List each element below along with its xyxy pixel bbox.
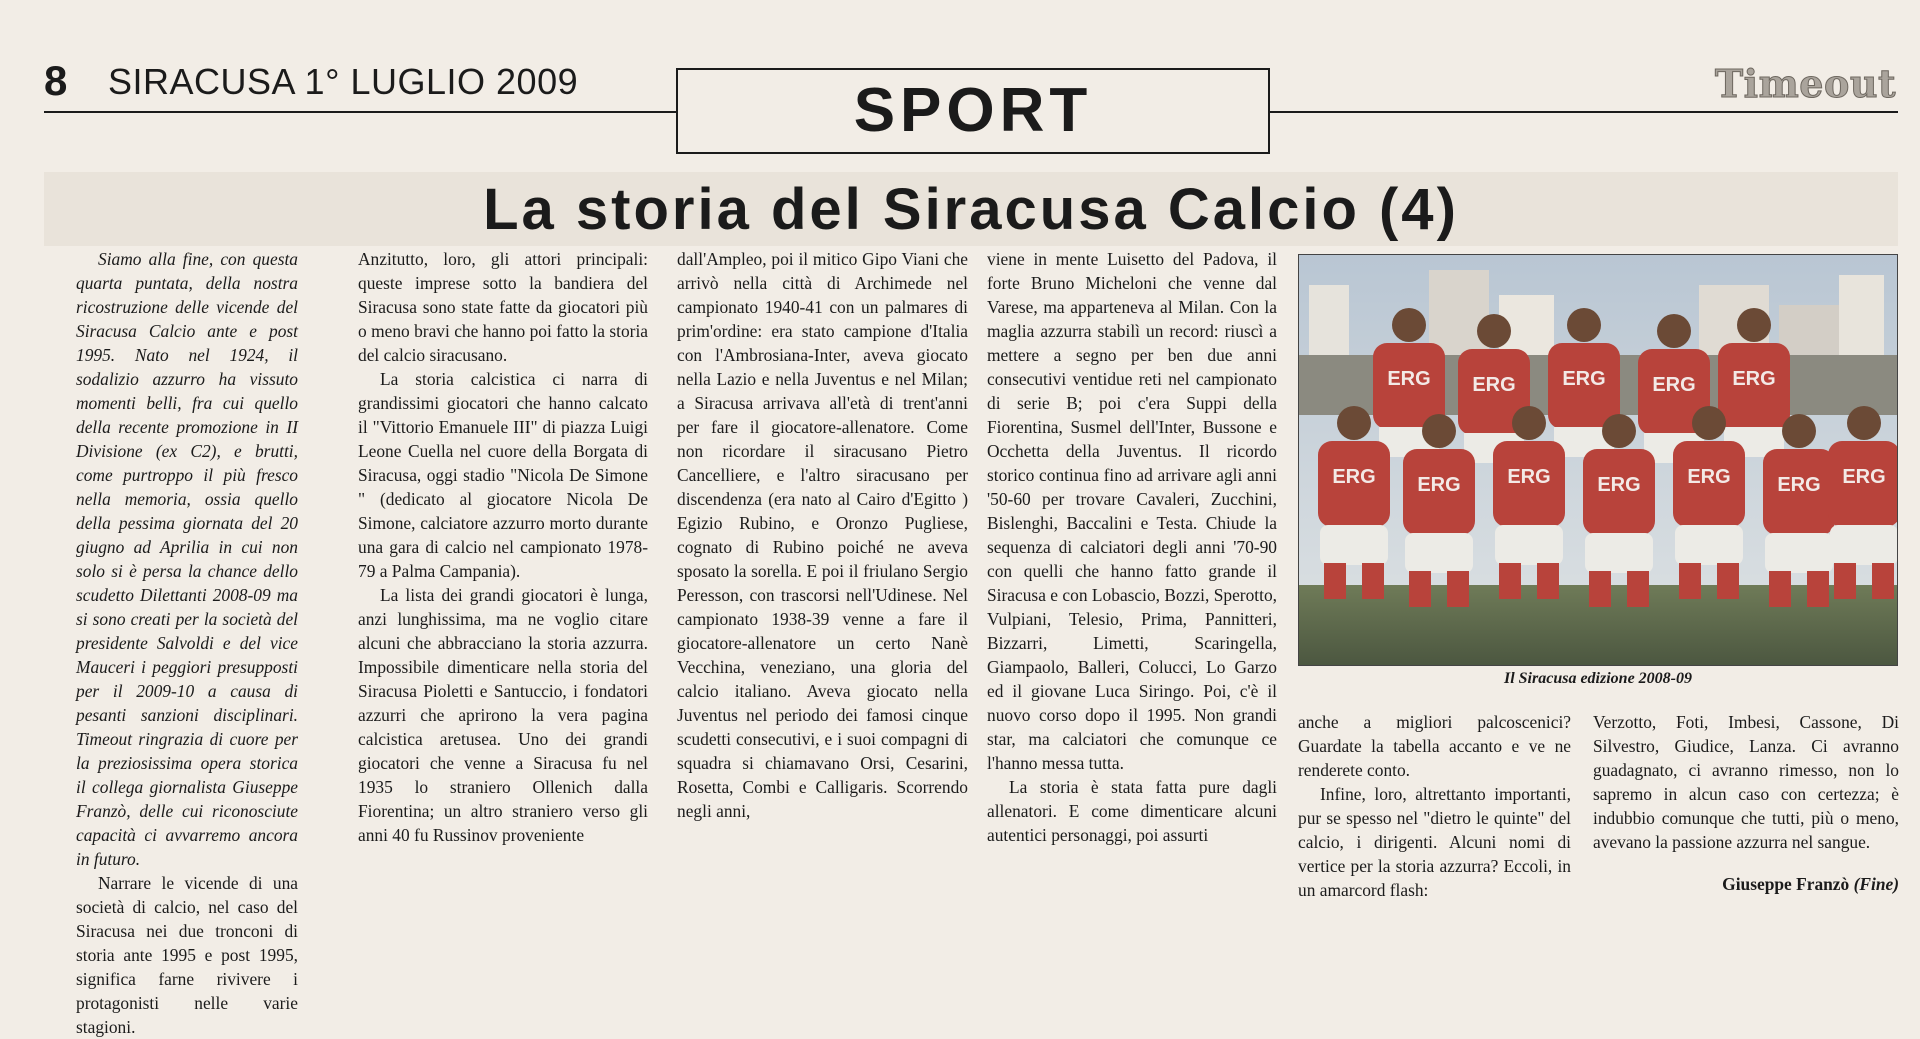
body-paragraph: Anzitutto, loro, gli attori principali: queste imprese sotto la bandiera del Siracusa sono state fatte da giocatori più o meno bravi che hanno poi fatto la storia del calcio siracusano. — [358, 249, 648, 365]
team-photo-illustration — [1299, 255, 1897, 665]
body-paragraph: anche a migliori palcoscenici? Guardate la tabella accanto e ve ne renderete conto. — [1298, 712, 1571, 780]
photo-caption: Il Siracusa edizione 2008-09 — [1503, 670, 1692, 687]
svg-text:ERG: ERG — [1507, 466, 1551, 488]
body-paragraph: Verzotto, Foti, Imbesi, Cassone, Di Silvestro, Giudice, Lanza. Ci avranno guadagnato, ci avranno rimesso, non lo sapremo in alcun caso con certezza; è indubbio comunque che tutti, più o meno, avevano la passione azzurra nel sangue. — [1593, 712, 1899, 852]
article-headline: La storia del Siracusa Calcio (4) — [483, 176, 1459, 242]
author-name: Giuseppe Franzò — [1722, 874, 1850, 894]
header-date: SIRACUSA 1° LUGLIO 2009 — [108, 61, 579, 102]
article-column-3 — [677, 247, 968, 823]
body-paragraph: Narrare le vicende di una società di calcio, nel caso del Siracusa nei due tronconi di storia ante 1995 e post 1995, significa farne rivivere i protagonisti nelle varie stagioni. — [76, 873, 298, 1037]
svg-text:ERG: ERG — [1732, 368, 1776, 390]
svg-text:ERG: ERG — [1842, 466, 1886, 488]
article-column-1 — [76, 247, 298, 1039]
article-column-5 — [1298, 710, 1571, 902]
svg-text:ERG: ERG — [1777, 474, 1821, 496]
article-column-6 — [1593, 710, 1899, 854]
svg-text:ERG: ERG — [1652, 374, 1696, 396]
article-column-4 — [987, 247, 1277, 847]
body-paragraph: viene in mente Luisetto del Padova, il forte Bruno Micheloni che venne dal Varese, ma apparteneva al Milan. Con la maglia azzurra stabilì un record: riuscì a mettere a segno per ben due anni consecutivi ventidue reti nel campionato di serie B; poi c'era Suppi della Fiorentina, Susmel dell'Inter, Bussone e Occhetta della Juventus. Il ricordo storico continua fino ad arrivare agli anni '50-60 per trovare Cavaleri, Zucchini, Bislenghi, Baccalini e Testa. Chiude la sequenza di calciatori degli anni '70-90 con quelli che hanno fatto grande il Siracusa e con Lobascio, Bozzi, Sperotto, Vulpiani, Telesio, Prima, Pannitteri, Bizzarri, Limetti, Scaringella, Giampaolo, Balleri, Colucci, Lo Garzo ed il giovane Luca Siringo. Poi, c'è il nuovo corso dopo il 1995. Non grandi star, ma calciatori che comunque ce l'hanno messa tutta. — [987, 249, 1277, 773]
body-paragraph: Infine, loro, altrettanto importanti, pur se spesso nel "dietro le quinte" del calcio, i dirigenti. Alcuni nomi di vertice per la storia azzurra? Eccoli, in un amarcord flash: — [1298, 784, 1571, 900]
header-rule-right — [1270, 111, 1898, 113]
body-paragraph: La lista dei grandi giocatori è lunga, anzi lunghissima, ma ne voglio citare alcuni che abbracciano la storia azzurra. Impossibile dimenticare nella storia del Siracusa Pioletti e Santuccio, i fondatori azzurri che aprirono la vera pagina calcistica aretusea. Uno dei grandi giocatori che venne a Siracusa fu nel 1935 lo straniero Ollenich dalla Fiorentina; un altro straniero verso gli anni 40 fu Russinov proveniente — [358, 585, 648, 845]
end-mark: (Fine) — [1853, 874, 1899, 894]
team-photo — [1298, 254, 1898, 666]
svg-text:ERG: ERG — [1597, 474, 1641, 496]
svg-text:ERG: ERG — [1562, 368, 1606, 390]
body-paragraph: La storia è stata fatta pure dagli allenatori. E come dimenticare alcuni autentici personaggi, poi assurti — [987, 777, 1277, 845]
page-number: 8 — [44, 57, 68, 104]
body-paragraph: La storia calcistica ci narra di grandissimi giocatori che hanno calcato il "Vittorio Emanuele III" di piazza Luigi Leone Cuella nel cuore della Borgata di Siracusa, oggi stadio "Nicola De Simone " (dedicato al giocatore Nicola De Simone, calciatore azzurro morto durante una gara di calcio nel campionato 1978-79 a Palma Campania). — [358, 369, 648, 581]
intro-paragraph: Siamo alla fine, con questa quarta puntata, della nostra ricostruzione delle vicende del Siracusa Calcio ante e post 1995. Nato nel 1924, il sodalizio azzurro ha vissuto momenti belli, fra cui quello della recente promozione in II Divisione (ex C2), e brutti, come purtroppo il più fresco nella memoria, ossia quello della pessima giornata del 20 giugno ad Aprilia in cui non solo si è persa la chance dello scudetto Dilettanti 2008-09 ma si sono creati per la società del presidente Salvoldi e del vice Mauceri i peggiori presupposti per il 2009-10 a causa di pesanti sanzioni disciplinari. Timeout ringrazia di cuore per la preziosissima opera storica il collega giornalista Giuseppe Franzò, delle cui riconosciute capacità ci avvarremo ancora in futuro. — [76, 249, 298, 869]
svg-text:ERG: ERG — [1687, 466, 1731, 488]
body-paragraph: dall'Ampleo, poi il mitico Gipo Viani che arrivò nella città di Archimede nel campionato 1940-41 con un palmares di prim'ordine: era stato campione d'Italia con l'Ambrosiana-Inter, aveva giocato nella Lazio e nella Juventus e nel Milan; a Siracusa arrivava all'età di trent'anni per fare il giocatore-allenatore. Come non ricordare il siracusano Pietro Cancelliere, e l'altro siracusano per discendenza (era nato al Cairo d'Egitto ) Egizio Rubino, e Oronzo Pugliese, cognato di Rubino poiché ne aveva sposato la sorella. E poi il friulano Sergio Peresson, con trascorsi nell'Udinese. Nel campionato 1938-39 venne a fare il giocatore-allenatore un certo Nanè Vecchina, veneziano, una gloria del calcio italiano. Aveva giocato nella Juventus nel periodo dei famosi cinque scudetti consecutivi, e i suoi compagni di squadra si chiamavano Orsi, Cesarini, Rosetta, Combi e Calligaris. Scorrendo negli anni, — [677, 249, 968, 821]
svg-text:ERG: ERG — [1332, 466, 1376, 488]
article-column-2 — [358, 247, 648, 847]
header-rule-left — [44, 111, 676, 113]
brand-logo: Timeout — [1714, 61, 1896, 106]
svg-text:ERG: ERG — [1417, 474, 1461, 496]
section-title: SPORT — [853, 76, 1093, 145]
author-signature — [1593, 872, 1899, 896]
svg-text:ERG: ERG — [1387, 368, 1431, 390]
section-box — [676, 68, 1270, 154]
svg-text:ERG: ERG — [1472, 374, 1516, 396]
